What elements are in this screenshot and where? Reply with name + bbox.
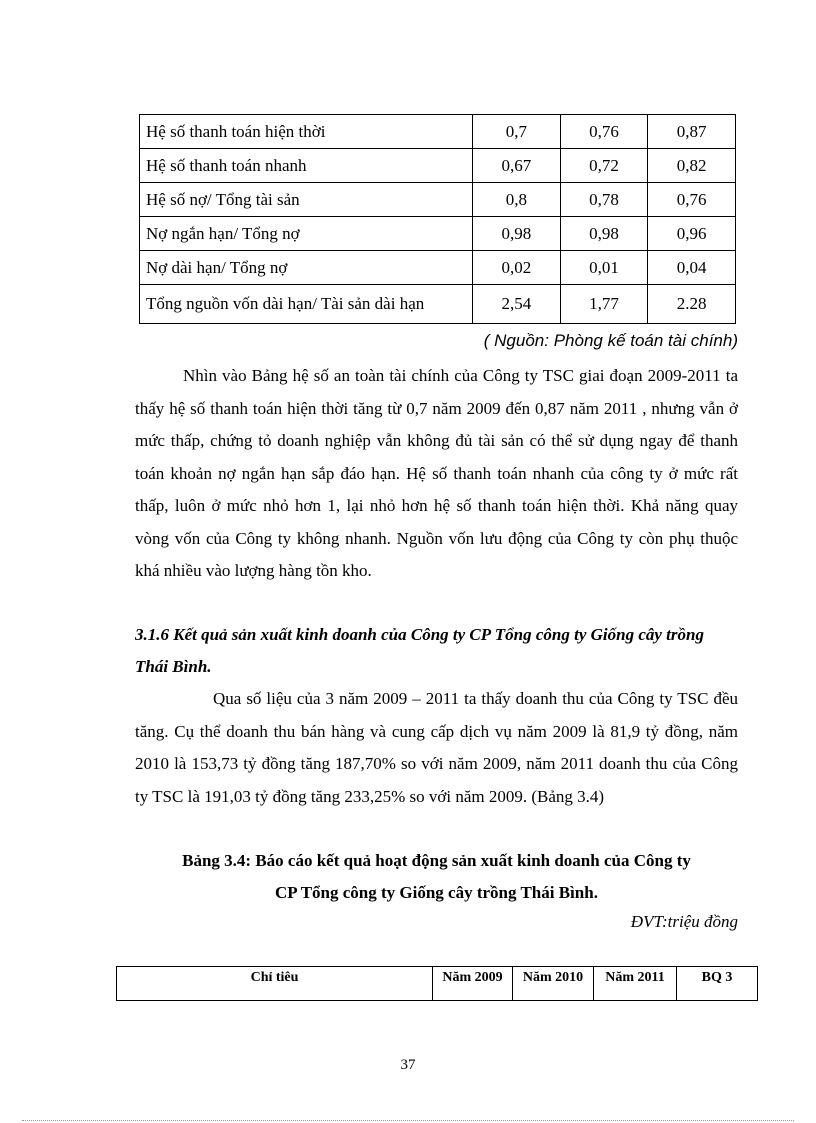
paragraph-text: Qua số liệu của 3 năm 2009 – 2011 ta thấy doanh thu của Công ty TSC đều tăng. Cụ thể doanh thu bán hàng và cung cấp dịch vụ năm 2009 là 81,9 tỷ đồng, năm 2010 là 153,73 tỷ đồng tăng 187,70% so với năm 2009, năm 2011 doanh thu của Công ty TSC là 191,03 tỷ đồng tăng 233,25% so với năm 2009. (Bảng 3.4) (135, 689, 738, 806)
table-title (135, 845, 738, 909)
value-2010: 0,72 (560, 149, 648, 183)
header-2009: Năm 2009 (433, 967, 513, 1001)
value-2009: 0,98 (473, 217, 561, 251)
unit-note: ĐVT:triệu đồng (630, 912, 738, 931)
table-row (140, 115, 736, 149)
row-label: Nợ ngắn hạn/ Tổng nợ (140, 217, 473, 251)
value-2011: 0,87 (648, 115, 736, 149)
row-label: Hệ số nợ/ Tổng tài sản (140, 183, 473, 217)
value-2009: 0,8 (473, 183, 561, 217)
value-2010: 0,76 (560, 115, 648, 149)
financial-safety-ratio-table (139, 114, 736, 324)
table-title-line1: Bảng 3.4: Báo cáo kết quả hoạt động sản xuất kinh doanh của Công ty (182, 851, 691, 870)
value-2011: 0,76 (648, 183, 736, 217)
section-heading: 3.1.6 Kết quả sản xuất kinh doanh của Công ty CP Tổng công ty Giống cây trồng Thái Bình. (135, 625, 704, 676)
value-2011: 0,82 (648, 149, 736, 183)
value-2009: 0,02 (473, 251, 561, 285)
row-label: Nợ dài hạn/ Tổng nợ (140, 251, 473, 285)
header-avg: BQ 3 (677, 967, 758, 1001)
table-row (140, 285, 736, 324)
row-label: Hệ số thanh toán nhanh (140, 149, 473, 183)
income-statement-table (116, 966, 758, 1001)
value-2009: 0,67 (473, 149, 561, 183)
row-label: Hệ số thanh toán hiện thời (140, 115, 473, 149)
value-2011: 0,96 (648, 217, 736, 251)
paragraph-revenue (135, 683, 738, 813)
table-row (140, 251, 736, 285)
header-2011: Năm 2011 (594, 967, 677, 1001)
value-2010: 0,78 (560, 183, 648, 217)
header-2010: Năm 2010 (513, 967, 594, 1001)
table-header-row (117, 967, 758, 1001)
value-2010: 0,98 (560, 217, 648, 251)
row-label: Tổng nguồn vốn dài hạn/ Tài sản dài hạn (140, 285, 473, 324)
value-2009: 0,7 (473, 115, 561, 149)
page-number: 37 (400, 1057, 416, 1073)
table-row (140, 217, 736, 251)
value-2010: 0,01 (560, 251, 648, 285)
footer-rule (22, 1120, 794, 1121)
table-row (140, 149, 736, 183)
paragraph-text: Nhìn vào Bảng hệ số an toàn tài chính của Công ty TSC giai đoạn 2009-2011 ta thấy hệ số thanh toán hiện thời tăng từ 0,7 năm 2009 đến 0,87 năm 2011 , nhưng vẫn ở mức thấp, chứng tỏ doanh nghiệp vẫn không đủ tài sản có thể sử dụng ngay để thanh toán khoản nợ ngắn hạn sắp đáo hạn. Hệ số thanh toán nhanh của công ty ở mức rất thấp, luôn ở mức nhỏ hơn 1, lại nhỏ hơn hệ số thanh toán hiện thời. Khả năng quay vòng vốn của Công ty không nhanh. Nguồn vốn lưu động của Công ty còn phụ thuộc khá nhiều vào lượng hàng tồn kho. (135, 366, 738, 580)
value-2010: 1,77 (560, 285, 648, 324)
source-note: ( Nguồn: Phòng kế toán tài chính) (483, 331, 738, 350)
paragraph-analysis (135, 360, 738, 588)
table-title-line2: CP Tổng công ty Giống cây trồng Thái Bình. (275, 883, 598, 902)
value-2009: 2,54 (473, 285, 561, 324)
value-2011: 0,04 (648, 251, 736, 285)
value-2011: 2.28 (648, 285, 736, 324)
header-indicator: Chỉ tiêu (117, 967, 433, 1001)
table-row (140, 183, 736, 217)
